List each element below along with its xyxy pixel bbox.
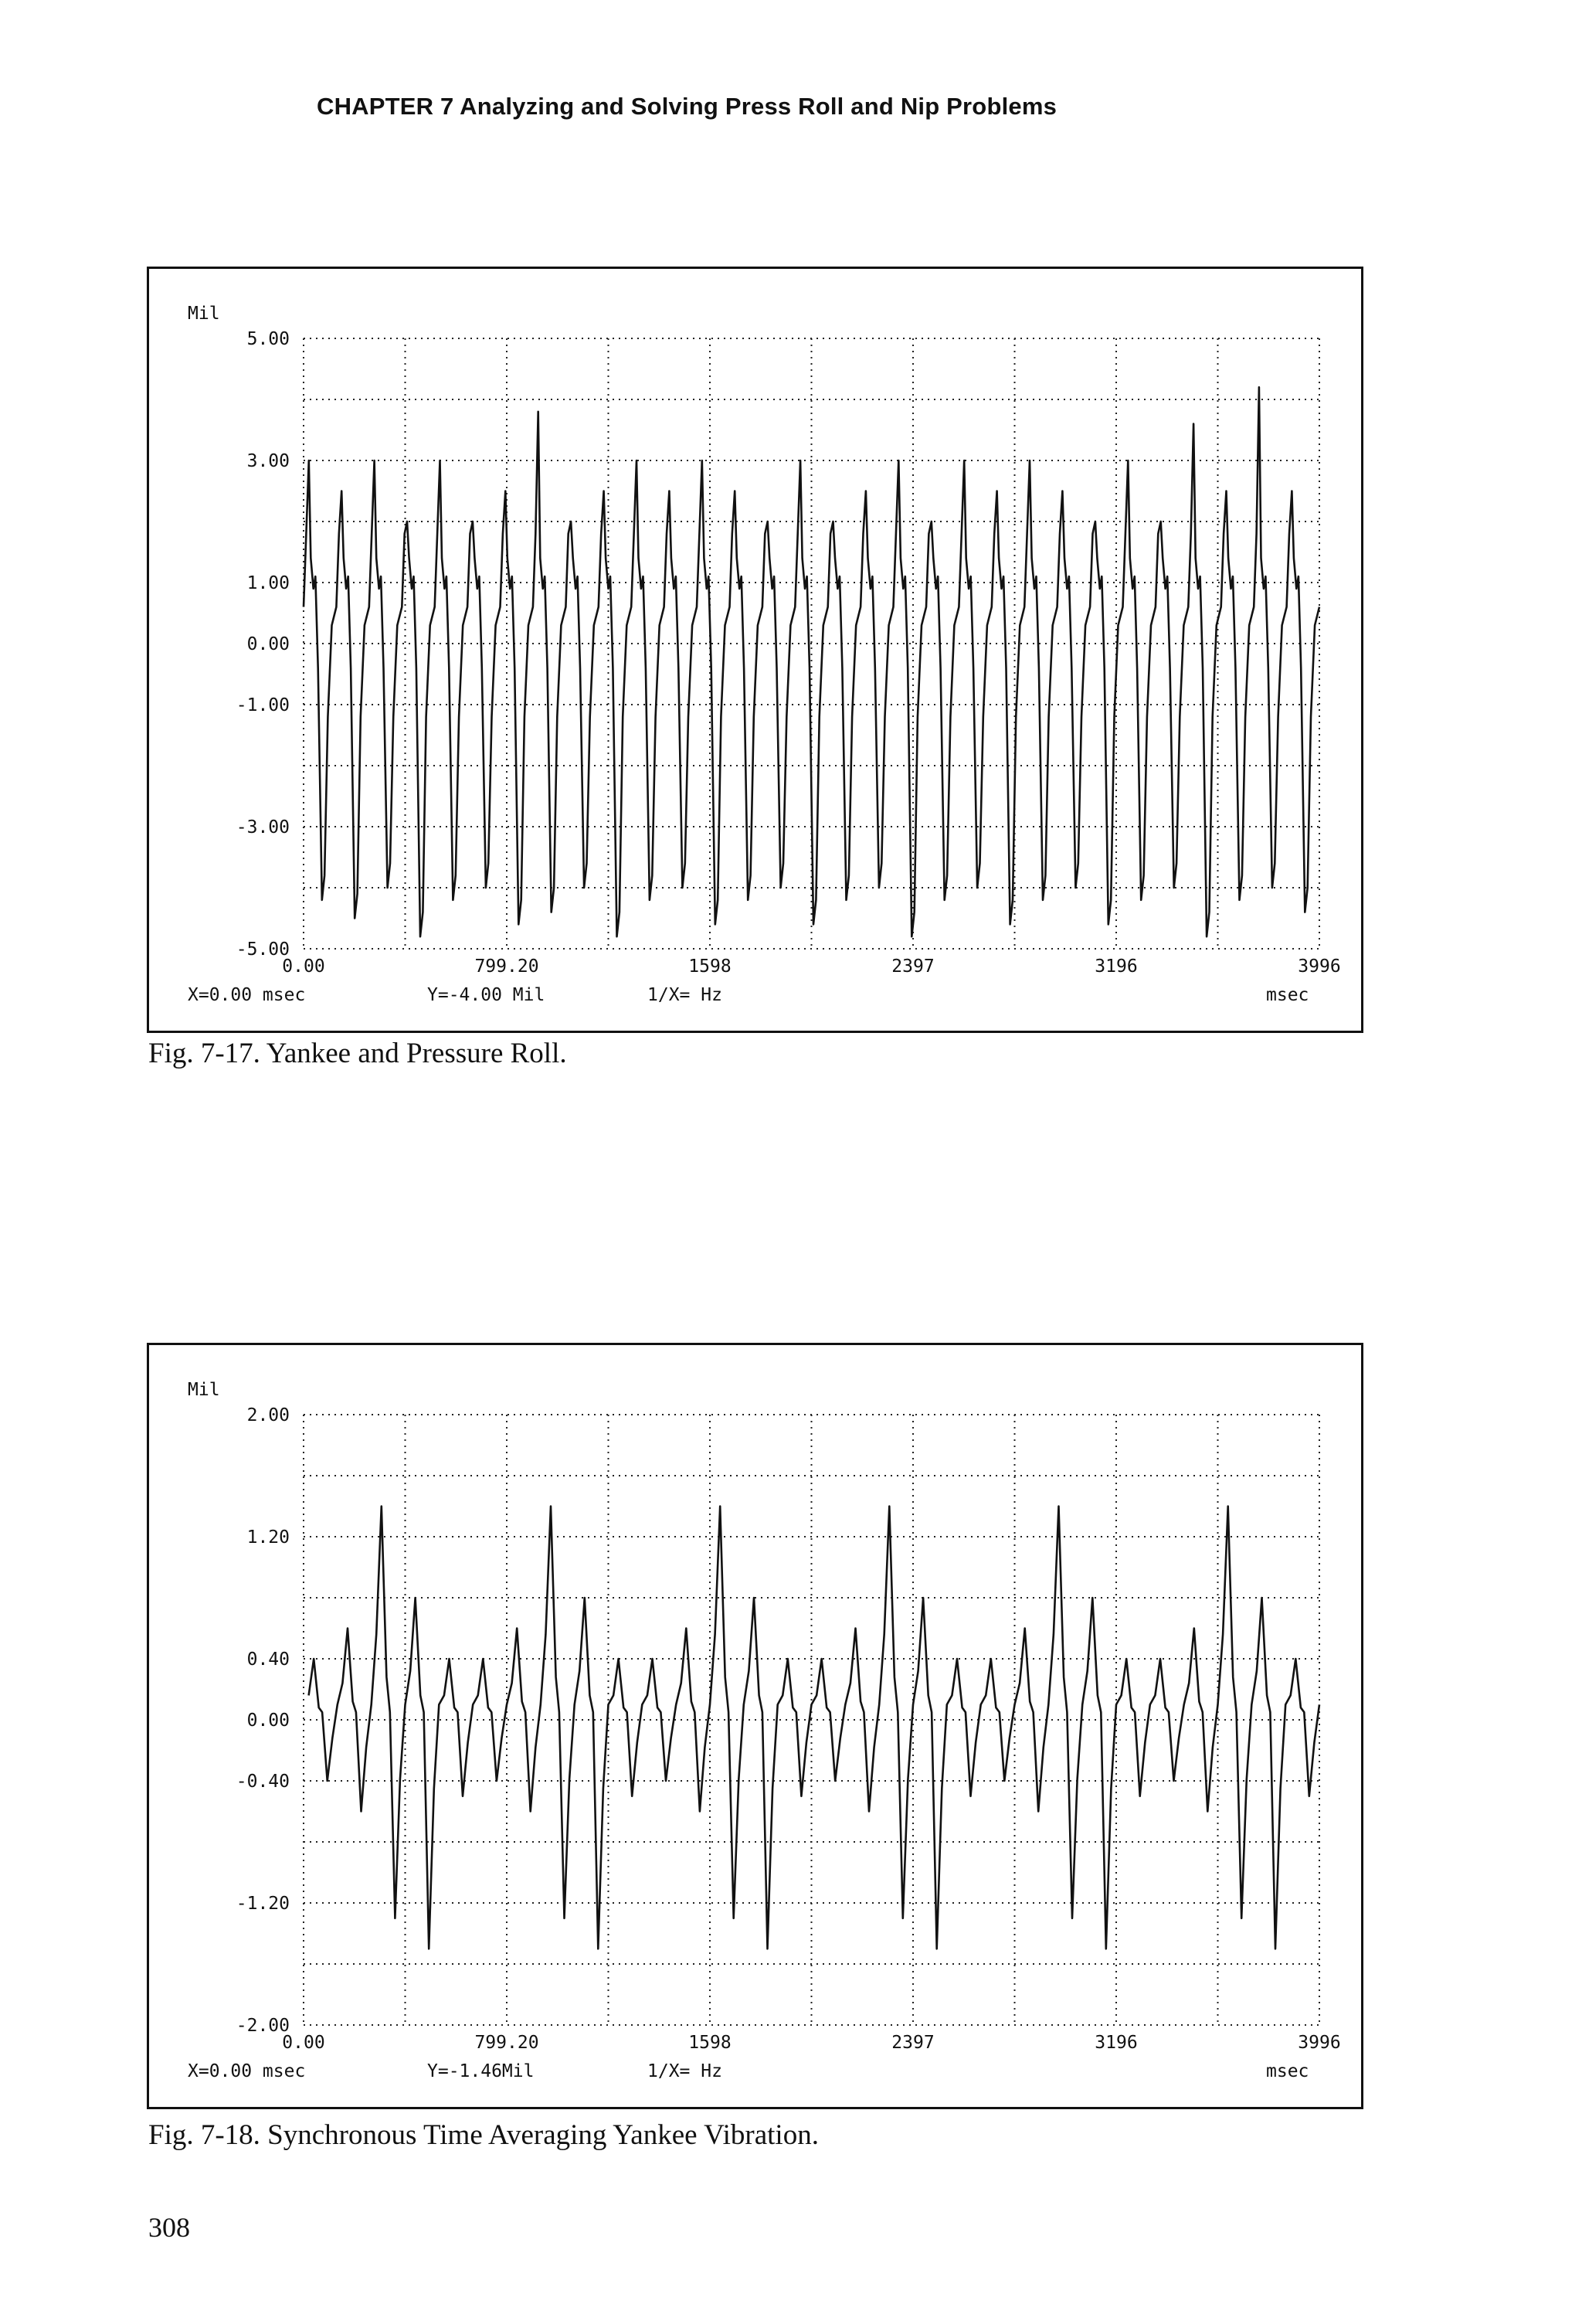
y-tick-label: 0.00 xyxy=(246,634,290,654)
chart-7-18 xyxy=(149,1345,1361,2107)
cursor-x-readout: X=0.00 msec xyxy=(188,2061,306,2081)
y-tick-label: 3.00 xyxy=(246,451,290,471)
x-tick-label: 799.20 xyxy=(474,2033,539,2053)
y-tick-label: -1.20 xyxy=(236,1894,290,1914)
x-tick-label: 1598 xyxy=(688,2033,732,2053)
running-head: CHAPTER 7 Analyzing and Solving Press Roll and Nip Problems xyxy=(317,93,1057,120)
x-tick-label: 2397 xyxy=(891,956,935,977)
x-axis-unit-label: msec xyxy=(1266,2061,1309,2081)
y-tick-labels xyxy=(236,1405,290,2036)
x-tick-label: 799.20 xyxy=(474,956,539,977)
y-tick-label: -1.00 xyxy=(236,695,290,715)
x-tick-label: 3996 xyxy=(1298,956,1341,977)
series-line xyxy=(309,1507,1319,1949)
figure-caption: Fig. 7-17. Yankee and Pressure Roll. xyxy=(148,1038,567,1069)
figure-7-17 xyxy=(147,267,1363,1033)
x-tick-label: 0.00 xyxy=(282,2033,325,2053)
y-tick-label: 0.00 xyxy=(246,1711,290,1731)
figure-caption: Fig. 7-18. Synchronous Time Averaging Yankee Vibration. xyxy=(148,2119,819,2151)
y-tick-label: -2.00 xyxy=(236,2016,290,2036)
y-tick-labels xyxy=(236,329,290,960)
x-tick-label: 3196 xyxy=(1095,956,1138,977)
figure-7-18 xyxy=(147,1343,1363,2109)
y-axis-unit-label: Mil xyxy=(188,1380,220,1400)
cursor-y-readout: Y=-1.46Mil xyxy=(427,2061,535,2081)
x-tick-label: 3996 xyxy=(1298,2033,1341,2053)
y-tick-label: 5.00 xyxy=(246,329,290,349)
cursor-x-readout: X=0.00 msec xyxy=(188,985,306,1005)
frequency-readout: 1/X= Hz xyxy=(647,985,722,1005)
x-axis-unit-label: msec xyxy=(1266,985,1309,1005)
x-tick-label: 2397 xyxy=(891,2033,935,2053)
x-tick-label: 3196 xyxy=(1095,2033,1138,2053)
x-tick-label: 1598 xyxy=(688,956,732,977)
x-tick-labels xyxy=(282,2033,1340,2053)
y-axis-unit-label: Mil xyxy=(188,304,220,324)
x-tick-labels xyxy=(282,956,1340,977)
cursor-y-readout: Y=-4.00 Mil xyxy=(427,985,545,1005)
chart-7-17 xyxy=(149,269,1361,1031)
grid xyxy=(304,1415,1319,2025)
y-tick-label: -3.00 xyxy=(236,817,290,838)
page-number: 308 xyxy=(148,2212,190,2243)
y-tick-label: -5.00 xyxy=(236,939,290,960)
y-tick-label: 1.00 xyxy=(246,573,290,593)
frequency-readout: 1/X= Hz xyxy=(647,2061,722,2081)
y-tick-label: -0.40 xyxy=(236,1772,290,1792)
y-tick-label: 2.00 xyxy=(246,1405,290,1425)
y-tick-label: 1.20 xyxy=(246,1527,290,1548)
x-tick-label: 0.00 xyxy=(282,956,325,977)
y-tick-label: 0.40 xyxy=(246,1650,290,1670)
